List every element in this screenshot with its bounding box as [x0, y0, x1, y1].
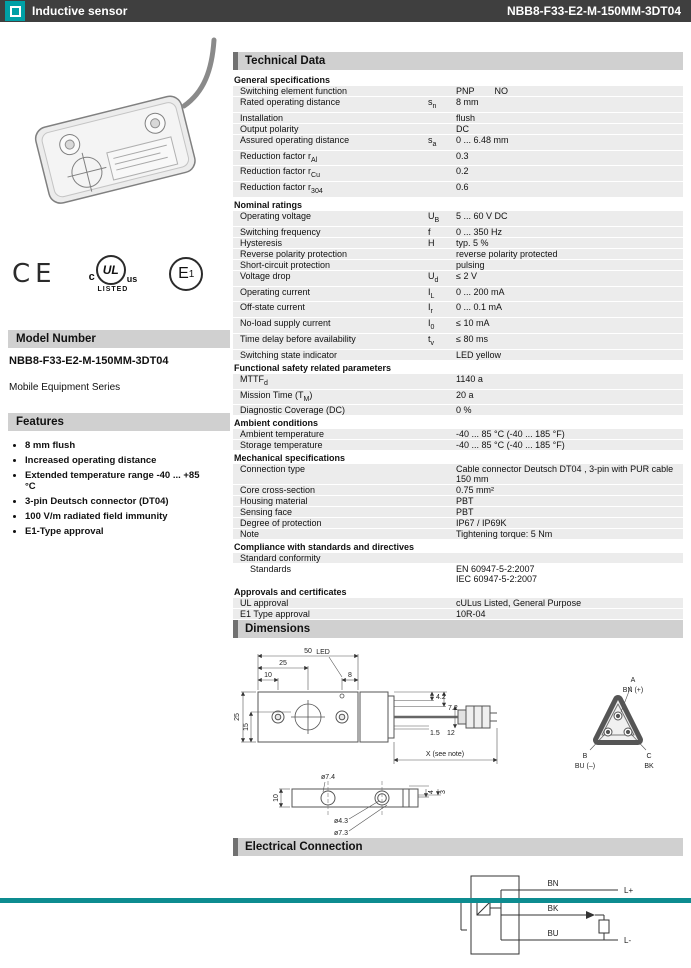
spec-label: No-load supply current: [240, 318, 331, 329]
spec-value: 1140 a: [456, 373, 483, 384]
spec-row: [233, 287, 683, 302]
spec-symbol: [428, 529, 456, 539]
led-label: LED: [316, 649, 330, 657]
spec-label: Assured operating distance: [240, 134, 350, 145]
feature-item: • 8 mm flush: [25, 440, 230, 451]
spec-symbol: [428, 440, 456, 450]
spec-row: [233, 553, 683, 563]
spec-value: 8 mm: [456, 97, 479, 107]
spec-symbol: $U_B$: [428, 210, 440, 224]
spec-section-title: General specifications: [233, 73, 683, 86]
spec-row: [233, 238, 683, 248]
spec-symbol: [428, 249, 456, 259]
main-column: [233, 52, 683, 968]
spec-label: Rated operating distance: [240, 97, 341, 107]
features-list: [25, 440, 230, 537]
dim-side-2: 7.2: [448, 705, 458, 713]
dim-front-height: 25: [234, 713, 241, 722]
spec-row: [233, 429, 683, 439]
cul-us-listed-mark: [89, 255, 138, 293]
spec-label: Installation: [240, 112, 284, 123]
dim-side-1: 4.2: [436, 694, 446, 702]
spec-symbol: [428, 429, 456, 439]
spec-value: Tightening torque: 5 Nm: [456, 529, 553, 540]
spec-row: [233, 260, 683, 270]
spec-symbol: $I_r$: [428, 302, 433, 316]
ul-logo-icon: [96, 255, 126, 285]
terminal-lminus-label: L-: [624, 936, 632, 946]
spec-symbol: [428, 374, 456, 389]
spec-label: Housing material: [240, 496, 308, 507]
spec-symbol: [428, 405, 456, 415]
spec-label: Mission Time $(T_M)$: [240, 389, 313, 403]
spec-value: 0 ... 350 Hz: [456, 226, 503, 237]
brand-logo-inner: [10, 6, 21, 17]
spec-row: [233, 211, 683, 226]
spec-row: [233, 318, 683, 333]
spec-symbol: [428, 182, 456, 197]
spec-label: Sensing face: [240, 507, 293, 518]
technical-data-table: [233, 73, 683, 619]
spec-label: Time delay before availability: [240, 333, 356, 344]
dim-bottom-step1: 4: [428, 790, 435, 795]
spec-row: [233, 390, 683, 405]
spec-row: [233, 302, 683, 317]
spec-symbol: $t_v$: [428, 333, 435, 347]
brand-logo-icon: [5, 1, 25, 21]
spec-value: IP67 / IP69K: [456, 518, 507, 529]
spec-symbol: [428, 553, 456, 563]
spec-row: [233, 334, 683, 349]
spec-section-title: Ambient conditions: [233, 416, 683, 429]
spec-value: LED yellow: [456, 349, 502, 360]
spec-symbol: [428, 464, 456, 484]
spec-label: Core cross-section: [240, 485, 316, 496]
spec-value: PBT: [456, 496, 474, 507]
spec-row: [233, 86, 683, 96]
dim-front-led-offset: 8: [348, 672, 352, 680]
spec-value: cULus Listed, General Purpose: [456, 598, 582, 609]
dim-front-half: 25: [279, 660, 287, 668]
dim-front-width: 50: [304, 648, 312, 656]
spec-symbol: [428, 113, 456, 123]
spec-symbol: [428, 260, 456, 270]
spec-value: typ. 5 %: [456, 237, 489, 248]
dim-bottom-step2: 3: [440, 790, 447, 795]
spec-value: ≤ 80 ms: [456, 333, 488, 344]
spec-symbol: [428, 598, 456, 608]
spec-label: Reduction factor $r_{Al}$: [240, 150, 318, 164]
dim-cable-length: X (see note): [425, 751, 465, 759]
spec-row: [233, 249, 683, 259]
spec-row: [233, 440, 683, 450]
spec-value: [456, 553, 683, 563]
spec-value: EN 60947-5-2:2007 IEC 60947-5-2:2007: [456, 564, 538, 585]
feature-item: • 3-pin Deutsch connector (DT04): [25, 496, 230, 507]
pin-b-wire: BU (–): [574, 763, 596, 771]
model-number: NBB8-F33-E2-M-150MM-3DT04: [9, 355, 169, 367]
spec-value: 5 ... 60 V DC: [456, 210, 508, 221]
spec-label: Off-state current: [240, 302, 305, 313]
e1-digit: 1: [188, 268, 195, 280]
ce-mark: CE: [12, 259, 57, 289]
spec-row: [233, 529, 683, 539]
spec-section-title: Functional safety related parameters: [233, 361, 683, 374]
pin-a-wire: BN (+): [622, 687, 644, 695]
spec-symbol: [428, 518, 456, 528]
header-model-number: NBB8-F33-E2-M-150MM-3DT04: [506, 4, 681, 18]
left-column: [8, 30, 230, 541]
dim-bottom-height: 10: [273, 794, 280, 803]
spec-value: 0 ... 0.1 mA: [456, 302, 503, 313]
spec-value: -40 ... 85 °C (-40 ... 185 °F): [456, 429, 565, 440]
spec-row: [233, 113, 683, 123]
dim-bottom-dia1: ø7.4: [320, 774, 336, 782]
spec-value: PNP NO: [456, 86, 509, 96]
spec-row: [233, 496, 683, 506]
spec-value: ≤ 2 V: [456, 270, 477, 281]
spec-symbol: $s_a$: [428, 134, 437, 148]
product-type-title: Inductive sensor: [32, 4, 128, 18]
pin-b-label: B: [582, 753, 588, 761]
spec-row: [233, 598, 683, 608]
spec-symbol: [428, 507, 456, 517]
spec-symbol: [428, 609, 456, 619]
spec-symbol: $I_L$: [428, 286, 435, 300]
spec-row: [233, 124, 683, 134]
dim-side-4: 12: [447, 730, 455, 738]
spec-label: Voltage drop: [240, 270, 291, 281]
technical-data-section-header: Technical Data: [233, 52, 683, 70]
spec-row: [233, 405, 683, 415]
feature-item: • 100 V/m radiated field immunity: [25, 511, 230, 522]
spec-value: 20 a: [456, 389, 474, 400]
ul-listed-label: LISTED: [97, 286, 129, 293]
spec-section-title: Nominal ratings: [233, 198, 683, 211]
spec-label: Reduction factor $r_{304}$: [240, 182, 323, 195]
spec-value: flush: [456, 112, 476, 123]
spec-row: [233, 464, 683, 484]
wire-bu-label: BU: [547, 929, 559, 939]
wire-bn-label: BN: [547, 879, 559, 889]
spec-row: [233, 507, 683, 517]
ul-letters: UL: [102, 263, 119, 277]
certification-marks: [8, 248, 230, 300]
spec-label: Switching state indicator: [240, 349, 338, 360]
dim-side-3: 1.5: [430, 730, 440, 738]
ul-us-letters: us: [126, 274, 138, 284]
spec-symbol: [428, 485, 456, 495]
features-section-header: Features: [8, 413, 230, 431]
dim-front-height2: 15: [243, 723, 250, 732]
spec-value: 0 %: [456, 405, 472, 416]
spec-label: Connection type: [240, 464, 306, 475]
spec-value: 0.75 mm²: [456, 485, 495, 496]
spec-label: Switching element function: [240, 86, 348, 96]
spec-symbol: [428, 564, 456, 584]
spec-value: 0 ... 6.48 mm: [456, 134, 509, 145]
spec-value: -40 ... 85 °C (-40 ... 185 °F): [456, 440, 565, 451]
spec-value: Cable connector Deutsch DT04 , 3-pin with PUR cable 150 mm: [456, 464, 674, 485]
page-footer-bar: [0, 898, 691, 903]
spec-label: Operating voltage: [240, 210, 312, 221]
spec-value: 0.6: [456, 182, 469, 193]
model-number-section-header: Model Number: [8, 330, 230, 348]
spec-symbol: [428, 390, 456, 405]
spec-row: [233, 485, 683, 495]
pin-c-label: C: [646, 753, 652, 761]
spec-value: DC: [456, 123, 469, 134]
spec-label: Diagnostic Coverage (DC): [240, 405, 346, 416]
spec-row: [233, 135, 683, 150]
spec-label: Ambient temperature: [240, 429, 325, 440]
spec-symbol: [428, 151, 456, 166]
e1-letter: E: [178, 265, 189, 282]
spec-label: Reduction factor $r_{Cu}$: [240, 166, 320, 180]
dim-bottom-dia2: ø4.3: [333, 818, 349, 826]
spec-label: Short-circuit protection: [240, 259, 331, 270]
dim-bottom-dia3: ø7.3: [333, 830, 349, 838]
spec-symbol: $I_0$: [428, 318, 435, 331]
spec-value: 10R-04: [456, 609, 486, 620]
spec-symbol: f: [428, 226, 431, 237]
spec-symbol: [428, 350, 456, 360]
spec-label: Standards: [250, 564, 292, 575]
terminal-lplus-label: L+: [624, 886, 634, 896]
dimensions-section-header: Dimensions: [233, 620, 683, 638]
spec-symbol: [428, 496, 456, 506]
electrical-connection-diagram: [233, 860, 683, 968]
spec-row: [233, 374, 683, 389]
feature-item: • Increased operating distance: [25, 455, 230, 466]
spec-row: [233, 609, 683, 619]
spec-row: [233, 564, 683, 584]
spec-row: [233, 151, 683, 166]
spec-label: UL approval: [240, 598, 289, 609]
spec-symbol: $s_n$: [428, 97, 437, 110]
spec-value: PBT: [456, 507, 474, 518]
spec-value: 0.2: [456, 166, 469, 177]
spec-label: Storage temperature: [240, 440, 323, 451]
spec-row: [233, 97, 683, 112]
spec-value: 0.3: [456, 150, 469, 161]
spec-label: Note: [240, 529, 260, 540]
spec-value: pulsing: [456, 259, 485, 270]
spec-row: [233, 271, 683, 286]
spec-row: [233, 518, 683, 528]
electrical-connection-section-header: Electrical Connection: [233, 838, 683, 856]
spec-symbol: H: [428, 237, 435, 248]
spec-value: reverse polarity protected: [456, 248, 558, 259]
spec-label: Switching frequency: [240, 226, 321, 237]
e1-approval-mark: [169, 257, 203, 291]
spec-label: Standard conformity: [240, 553, 321, 564]
spec-row: [233, 227, 683, 237]
spec-label: Reverse polarity protection: [240, 248, 348, 259]
spec-label: Operating current: [240, 286, 311, 297]
spec-symbol: [428, 86, 456, 96]
product-photo-drawing: [8, 30, 230, 242]
spec-symbol: $U_d$: [428, 270, 439, 284]
feature-item: • E1-Type approval: [25, 526, 230, 537]
spec-row: [233, 182, 683, 197]
spec-value: ≤ 10 mA: [456, 318, 490, 329]
spec-row: [233, 350, 683, 360]
spec-section-title: Approvals and certificates: [233, 585, 683, 598]
dim-front-hole: 10: [264, 672, 272, 680]
spec-label: Output polarity: [240, 123, 299, 134]
pin-a-label: A: [630, 677, 636, 685]
spec-label: $MTTF_d$: [240, 373, 268, 387]
spec-label: E1 Type approval: [240, 609, 310, 620]
spec-value: 0 ... 200 mA: [456, 286, 505, 297]
feature-item: • Extended temperature range -40 ... +85 °C: [25, 470, 230, 492]
pin-c-wire: BK: [644, 763, 654, 771]
spec-section-title: Compliance with standards and directives: [233, 540, 683, 553]
spec-label: Hysteresis: [240, 237, 283, 248]
ul-canada-letter: c: [88, 271, 95, 283]
spec-symbol: [428, 124, 456, 134]
product-series: Mobile Equipment Series: [9, 382, 121, 393]
spec-symbol: [428, 166, 456, 181]
dimensions-drawing: [233, 642, 683, 838]
spec-section-title: Mechanical specifications: [233, 451, 683, 464]
spec-row: [233, 166, 683, 181]
page-header: [0, 0, 691, 22]
wire-bk-label: BK: [547, 904, 559, 914]
spec-label: Degree of protection: [240, 518, 322, 529]
